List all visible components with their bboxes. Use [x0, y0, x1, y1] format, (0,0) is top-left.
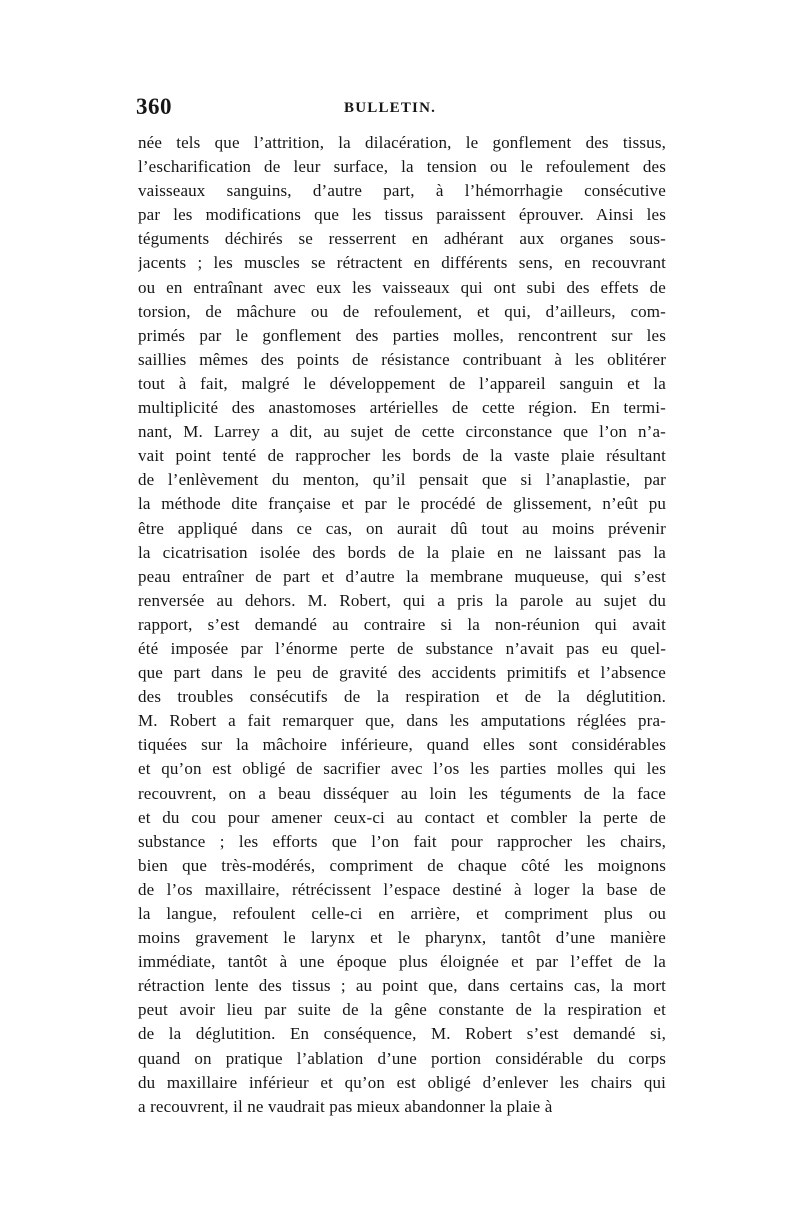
- text-line: rétraction lente des tissus ; au point que, dans certains cas, la mort: [138, 976, 666, 996]
- text-line: saillies mêmes des points de résistance contribuant à les oblitérer: [138, 349, 666, 369]
- text-line: la langue, refoulent celle-ci en arrière, et compriment plus ou: [138, 904, 666, 923]
- running-head: BULLETIN.: [344, 100, 437, 116]
- text-line: primés par le gonflement des parties molles, rencontrent sur les: [138, 325, 666, 345]
- text-line: multiplicité des anastomoses artérielles de cette région. En termi-: [138, 398, 666, 418]
- text-line: que part dans le peu de gravité des accidents primitifs et l’absence: [138, 663, 666, 683]
- text-line: tiquées sur la mâchoire inférieure, quand elles sont considérables: [138, 735, 666, 755]
- text-line: quand on pratique l’ablation d’une portion considérable du corps: [138, 1048, 666, 1068]
- text-line: et du cou pour amener ceux-ci au contact et combler la perte de: [138, 807, 666, 827]
- text-line: et qu’on est obligé de sacrifier avec l’os les parties molles qui les: [138, 759, 666, 779]
- text-line: peut avoir lieu par suite de la gêne constante de la respiration et: [138, 1000, 666, 1020]
- text-line: téguments déchirés se resserrent en adhérant aux organes sous-: [138, 229, 666, 249]
- text-line: recouvrent, on a beau disséquer au loin les téguments de la face: [138, 783, 666, 803]
- text-line: par les modifications que les tissus paraissent éprouver. Ainsi les: [138, 205, 666, 225]
- text-line: immédiate, tantôt à une époque plus éloignée et par l’effet de la: [138, 952, 666, 972]
- text-line: née tels que l’attrition, la dilacération, le gonflement des tissus,: [138, 133, 666, 152]
- text-line: jacents ; les muscles se rétractent en différents sens, en recouvrant: [138, 253, 666, 273]
- text-line: a recouvrent, il ne vaudrait pas mieux abandonner la plaie à: [138, 1096, 553, 1116]
- text-line: ou en entraînant avec eux les vaisseaux qui ont subi des effets de: [138, 277, 666, 297]
- text-line: du maxillaire inférieur et qu’on est obligé d’enlever les chairs qui: [138, 1072, 666, 1092]
- text-line: peau entraîner de part et d’autre la membrane muqueuse, qui s’est: [138, 566, 666, 586]
- text-line: l’escharification de leur surface, la tension ou le refoulement des: [138, 157, 666, 177]
- page-header: [136, 92, 666, 126]
- text-line: torsion, de mâchure ou de refoulement, et qui, d’ailleurs, com-: [138, 301, 666, 321]
- text-line: vaisseaux sanguins, d’autre part, à l’hémorrhagie consécutive: [138, 181, 666, 201]
- text-line: été imposée par l’énorme perte de substance n’avait pas eu quel-: [138, 638, 666, 658]
- text-line: être appliqué dans ce cas, on aurait dû tout au moins prévenir: [138, 518, 666, 538]
- text-line: moins gravement le larynx et le pharynx, tantôt d’une manière: [138, 928, 666, 948]
- text-line: substance ; les efforts que l’on fait pour rapprocher les chairs,: [138, 831, 666, 851]
- text-line: des troubles consécutifs de la respiration et de la déglutition.: [138, 687, 666, 707]
- text-line: de la déglutition. En conséquence, M. Robert s’est demandé si,: [138, 1024, 666, 1044]
- text-line: vait point tenté de rapprocher les bords de la vaste plaie résultant: [138, 446, 666, 466]
- text-line: de l’os maxillaire, rétrécissent l’espace destiné à loger la base de: [138, 879, 666, 899]
- page-number: 360: [136, 94, 172, 119]
- text-line: tout à fait, malgré le développement de l’appareil sanguin et la: [138, 373, 666, 393]
- text-line: renversée au dehors. M. Robert, qui a pris la parole au sujet du: [138, 590, 666, 610]
- text-line: la cicatrisation isolée des bords de la plaie en ne laissant pas la: [138, 542, 666, 562]
- text-line: nant, M. Larrey a dit, au sujet de cette circonstance que l’on n’a-: [138, 422, 666, 442]
- body-text: [138, 131, 666, 1116]
- text-line: M. Robert a fait remarquer que, dans les amputations réglées pra-: [138, 711, 666, 731]
- text-line: bien que très-modérés, compriment de chaque côté les moignons: [138, 855, 666, 875]
- text-line: rapport, s’est demandé au contraire si la non-réunion qui avait: [138, 614, 666, 634]
- text-line: de l’enlèvement du menton, qu’il pensait que si l’anaplastie, par: [138, 470, 666, 490]
- text-line: la méthode dite française et par le procédé de glissement, n’eût pu: [138, 494, 666, 514]
